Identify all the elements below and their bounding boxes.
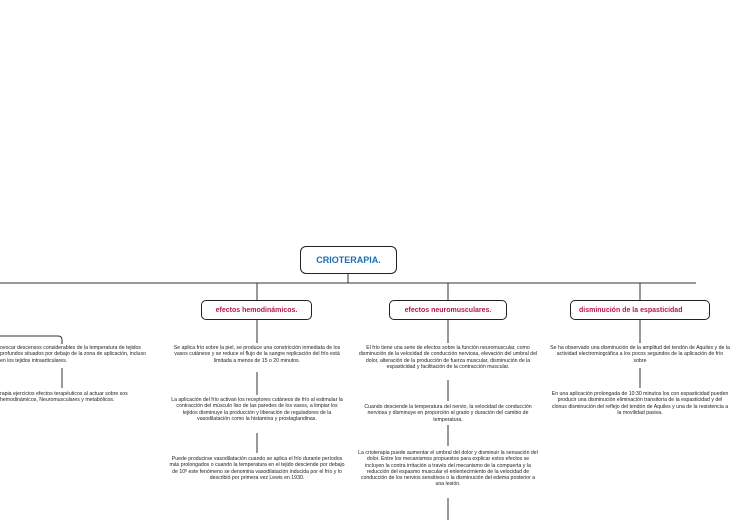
node-disminucion-espasticidad[interactable]: disminución de la espasticidad	[570, 300, 710, 320]
node-efectos-neuromusculares[interactable]: efectos neuromusculares.	[389, 300, 507, 320]
note-neuromuscular-2: Cuando desciende la temperatura del nervio, la velocidad de conducción nerviosa y disminuye en proporción al grado y duración del cambio de temperatura.	[364, 404, 532, 423]
note-hemodinamico-2: La aplicación del frío activan los receptores cutáneos de frío al estimular la contracción del músculo liso de las paredes de los vasos, a limpiar los tejidos disminuye la producción y liberación de reguladores de la vasodilatación como la histamina y prostaglandinas.	[171, 397, 343, 422]
note-espasticidad-2: En una aplicación prolongada de 10:30 minutos los con espasticidad pueden producir una disminución eliminación transitoria de la espasticidad y del clonus disminución del reflejo del tendón de Aquiles y una de la resistencia a la movilidad pasiva.	[551, 391, 729, 416]
root-node-crioterapia[interactable]: CRIOTERAPIA.	[300, 246, 397, 274]
note-left-2: rapia ejercicios efectos terapéuticos al actuar sobre sos hemodinámicos, Neuromusculares y metabólicos.	[0, 391, 128, 404]
note-neuromuscular-1: El frío tiene una serie de efectos sobre la función neuromuscular, como disminución de la velocidad de conducción nerviosa, elevación del umbral del dolor, alteración de la producción de fuerza muscular, disminución de la espasticidad y facilitación de la contracción muscular.	[358, 345, 538, 370]
node-efectos-hemodinamicos[interactable]: efectos hemodinámicos.	[201, 300, 312, 320]
note-neuromuscular-3: La crioterapia puede aumentar el umbral del dolor y disminuir la sensación del dolor. Entre los mecanismos propuestos para explicar estos efectos se incluyen la contra irritación a través del mecanismo de la compuerta y la reducción del espasmo muscular el enlentecimiento de la velocidad de conducción de los nervios sensitivos o la disminución del edema posterior a una lesión.	[358, 450, 538, 488]
note-hemodinamico-1: Se aplica frío sobre la piel, se produce una constricción inmediata de los vasos cutáneos y se reduce el flujo de la sangre replicación del frío está limitada a menos de 15 o 20 minutos.	[173, 345, 341, 364]
note-hemodinamico-3: Puede producirse vasodilatación cuando se aplica el frío durante períodos más prolongados o cuando la temperatura en el tejido desciende por debajo de 10º este fenómeno se denomina vasodilatación inducida por el frío y lo describió por primera vez Lewis en 1930.	[169, 456, 345, 481]
note-espasticidad-1: Se ha observado una disminución de la amplitud del tendón de Aquiles y de la actividad electromiográfica a los pocos segundos de la aplicación de frío sobre	[550, 345, 730, 364]
note-left-1: ovocar descensos considerables de la temperatura de tejidos profundos situados por debajo de la zona de aplicación, incluso en los tejidos intraarticulares.	[0, 345, 146, 364]
